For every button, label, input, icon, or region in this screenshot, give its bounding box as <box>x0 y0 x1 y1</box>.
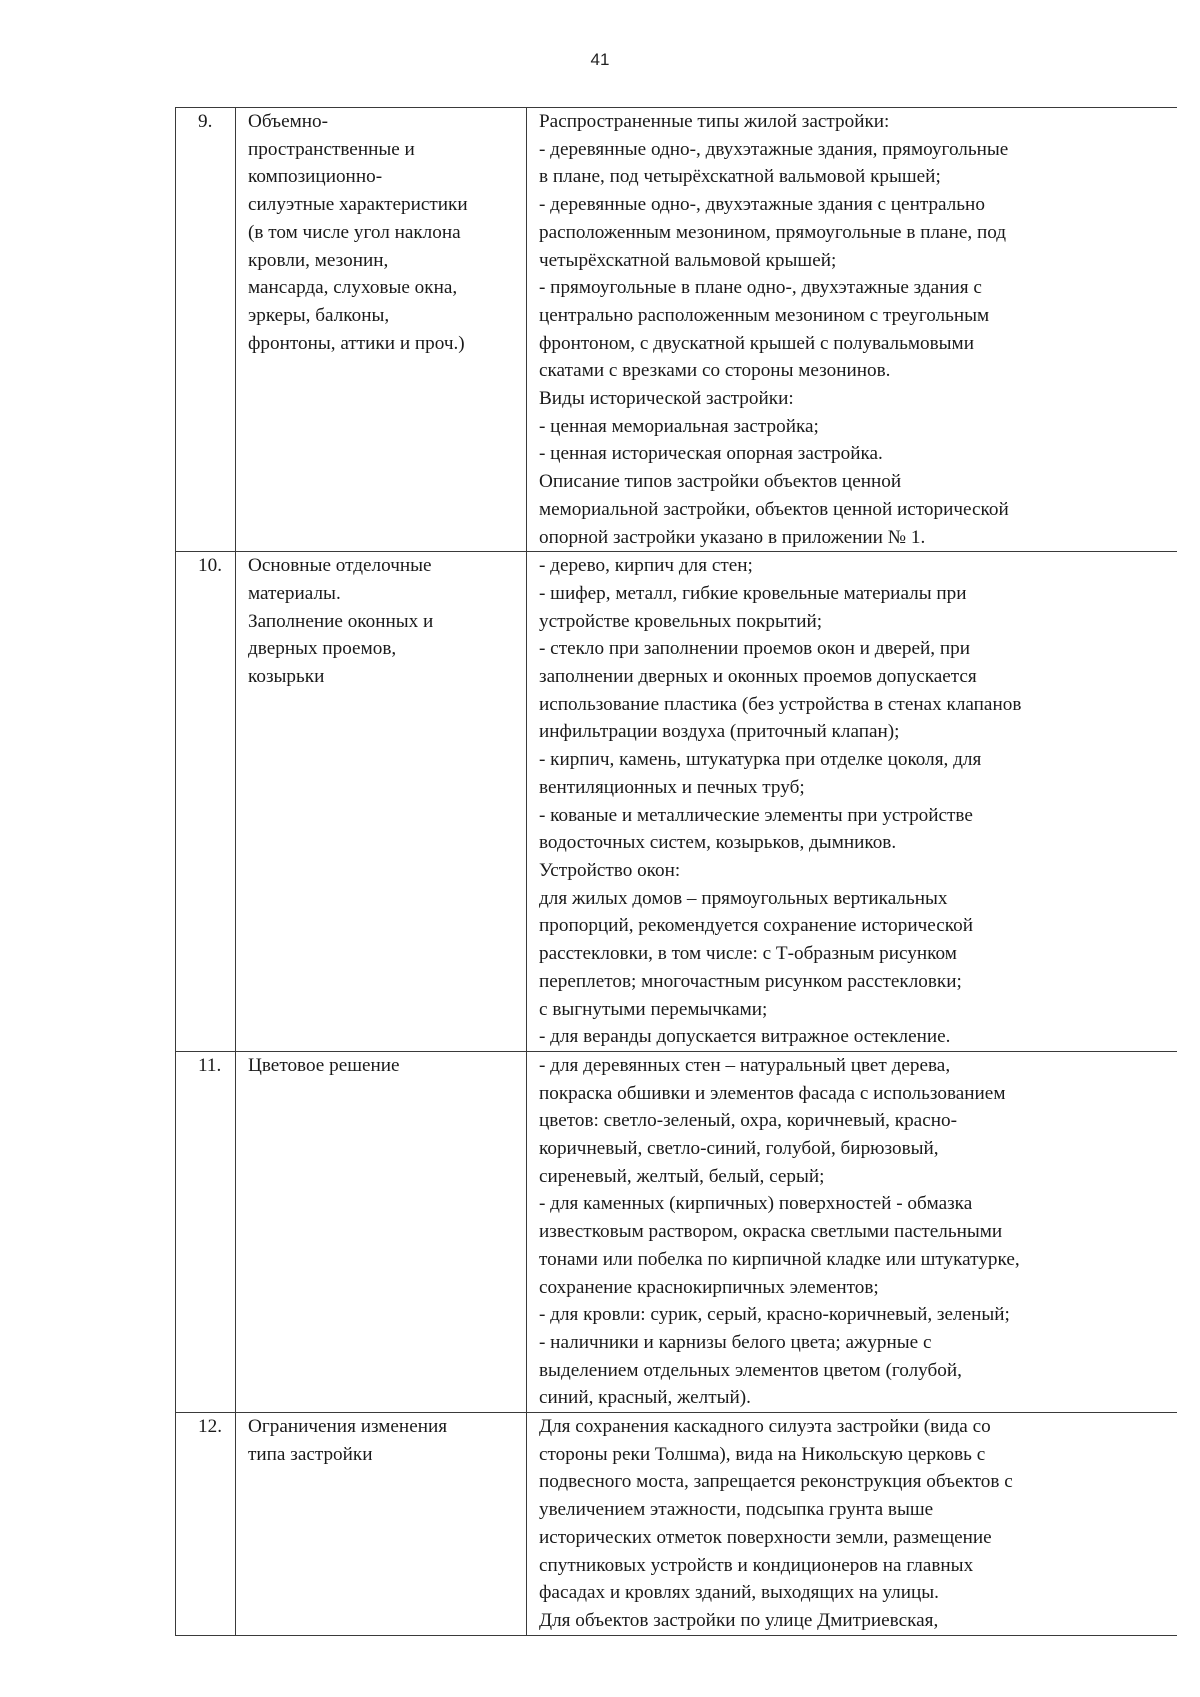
characteristic-name-line: пространственные и <box>248 138 415 160</box>
requirement-description-line: Для сохранения каскадного силуэта застройки (вида со <box>539 1416 991 1438</box>
characteristic-name-line: Ограничения изменения <box>248 1416 448 1438</box>
row-number-cell <box>176 1413 236 1636</box>
characteristic-name-line: козырьки <box>248 666 325 688</box>
characteristic-name-line: дверных проемов, <box>248 638 397 660</box>
characteristic-name-line: мансарда, слуховые окна, <box>248 277 458 299</box>
requirement-description-line: - ценная историческая опорная застройка. <box>539 443 883 465</box>
requirement-description-line: расстекловки, в том числе: с Т-образным рисунком <box>539 943 957 965</box>
requirement-description-line: увеличением этажности, подсыпка грунта выше <box>539 1499 934 1521</box>
requirement-description-line: покраска обшивки и элементов фасада с использованием <box>539 1082 1006 1104</box>
row-number: 12. <box>198 1416 222 1438</box>
requirement-description-line: - шифер, металл, гибкие кровельные материалы при <box>539 582 967 604</box>
requirement-description-line: Устройство окон: <box>539 859 681 881</box>
requirements-table <box>175 107 1177 1636</box>
requirement-description-cell <box>527 552 1177 1052</box>
table-row <box>176 1051 1177 1412</box>
requirement-description-line: Для объектов застройки по улице Дмитриевская, <box>539 1609 939 1631</box>
requirement-description-line: - деревянные одно-, двухэтажные здания с центрально <box>539 194 985 216</box>
requirement-description-line: стороны реки Толшма), вида на Никольскую церковь с <box>539 1443 986 1465</box>
characteristic-name-line: силуэтные характеристики <box>248 194 468 216</box>
requirement-description-line: исторических отметок поверхности земли, размещение <box>539 1526 992 1548</box>
requirement-description-line: - наличники и карнизы белого цвета; ажурные с <box>539 1331 932 1353</box>
requirement-description-line: мемориальной застройки, объектов ценной исторической <box>539 498 1009 520</box>
row-number: 10. <box>198 555 222 577</box>
table-body <box>176 108 1177 1636</box>
requirement-description-line: четырёхскатной вальмовой крышей; <box>539 249 837 271</box>
characteristic-name-line: фронтоны, аттики и проч.) <box>248 332 465 354</box>
table-row <box>176 108 1177 552</box>
characteristic-name-line: Заполнение оконных и <box>248 610 434 632</box>
requirement-description-line: Виды исторической застройки: <box>539 388 794 410</box>
requirement-description-line: - деревянные одно-, двухэтажные здания, прямоугольные <box>539 138 1009 160</box>
page-number: 41 <box>590 50 610 69</box>
characteristic-name-cell <box>236 108 527 552</box>
requirement-description-line: вентиляционных и печных труб; <box>539 776 805 798</box>
requirement-description-line: фронтоном, с двускатной крышей с полувальмовыми <box>539 332 974 354</box>
requirement-description-line: фасадах и кровлях зданий, выходящих на улицы. <box>539 1582 939 1604</box>
requirement-description-line: заполнении дверных и оконных проемов допускается <box>539 666 977 688</box>
characteristic-name-line: материалы. <box>248 582 341 604</box>
requirement-description-line: опорной застройки указано в приложении № 1. <box>539 526 926 548</box>
characteristic-name-line: Цветовое решение <box>248 1054 400 1076</box>
requirement-description-cell <box>527 1051 1177 1412</box>
requirement-description-line: тонами или побелка по кирпичной кладке или штукатурке, <box>539 1248 1020 1270</box>
characteristic-name-line: Объемно- <box>248 111 328 132</box>
requirement-description-line: пропорций, рекомендуется сохранение исторической <box>539 915 974 937</box>
requirement-description-line: - кирпич, камень, штукатурка при отделке цоколя, для <box>539 749 982 771</box>
requirement-description-line: Описание типов застройки объектов ценной <box>539 471 902 493</box>
requirement-description-cell <box>527 1413 1177 1636</box>
requirement-description-line: - ценная мемориальная застройка; <box>539 415 819 437</box>
row-number-cell <box>176 1051 236 1412</box>
table-row <box>176 1413 1177 1636</box>
requirement-description-line: подвесного моста, запрещается реконструкция объектов с <box>539 1471 1013 1493</box>
requirement-description-line: - стекло при заполнении проемов окон и дверей, при <box>539 638 971 660</box>
requirement-description-line: коричневый, светло-синий, голубой, бирюзовый, <box>539 1138 939 1160</box>
table-row <box>176 552 1177 1052</box>
requirement-description-line: известковым раствором, окраска светлыми пастельными <box>539 1221 1003 1243</box>
requirement-description-line: с выгнутыми перемычками; <box>539 998 768 1020</box>
row-number: 9. <box>198 111 213 132</box>
requirement-description-line: Распространенные типы жилой застройки: <box>539 111 890 132</box>
requirement-description-line: - дерево, кирпич для стен; <box>539 555 753 577</box>
requirement-description-line: расположенным мезонином, прямоугольные в плане, под <box>539 221 1007 243</box>
requirement-description-line: - для каменных (кирпичных) поверхностей - обмазка <box>539 1193 973 1215</box>
requirement-description-line: - для кровли: сурик, серый, красно-коричневый, зеленый; <box>539 1304 1010 1326</box>
requirement-description-line: спутниковых устройств и кондиционеров на главных <box>539 1554 974 1576</box>
requirement-description-line: использование пластика (без устройства в стенах клапанов <box>539 693 1022 715</box>
requirement-description-line: центрально расположенным мезонином с треугольным <box>539 304 990 326</box>
characteristic-name-line: эркеры, балконы, <box>248 304 390 326</box>
requirement-description-line: выделением отдельных элементов цветом (голубой, <box>539 1359 962 1381</box>
characteristic-name-line: кровли, мезонин, <box>248 249 389 271</box>
characteristic-name-line: (в том числе угол наклона <box>248 221 461 243</box>
characteristic-name-cell <box>236 1051 527 1412</box>
requirement-description-line: цветов: светло-зеленый, охра, коричневый, красно- <box>539 1110 957 1132</box>
requirement-description-line: - кованые и металлические элементы при устройстве <box>539 804 973 826</box>
requirement-description-line: скатами с врезками со стороны мезонинов. <box>539 360 891 382</box>
characteristic-name-line: композиционно- <box>248 166 383 188</box>
requirement-description-line: в плане, под четырёхскатной вальмовой крышей; <box>539 166 941 188</box>
requirement-description-cell <box>527 108 1177 552</box>
requirement-description-line: водосточных систем, козырьков, дымников. <box>539 832 897 854</box>
characteristic-name-line: Основные отделочные <box>248 555 432 577</box>
requirement-description-line: инфильтрации воздуха (приточный клапан); <box>539 721 900 743</box>
characteristic-name-cell <box>236 1413 527 1636</box>
row-number-cell <box>176 108 236 552</box>
requirement-description-line: устройстве кровельных покрытий; <box>539 610 823 632</box>
requirement-description-line: сохранение краснокирпичных элементов; <box>539 1276 879 1298</box>
characteristic-name-line: типа застройки <box>248 1443 373 1465</box>
requirement-description-line: синий, красный, желтый). <box>539 1387 751 1409</box>
requirement-description-line: сиреневый, желтый, белый, серый; <box>539 1165 825 1187</box>
requirement-description-line: переплетов; многочастным рисунком расстекловки; <box>539 970 962 992</box>
row-number: 11. <box>198 1054 222 1076</box>
characteristic-name-cell <box>236 552 527 1052</box>
requirement-description-line: для жилых домов – прямоугольных вертикальных <box>539 887 948 909</box>
requirement-description-line: - прямоугольные в плане одно-, двухэтажные здания с <box>539 277 982 299</box>
row-number-cell <box>176 552 236 1052</box>
requirement-description-line: - для веранды допускается витражное остекление. <box>539 1026 951 1048</box>
requirement-description-line: - для деревянных стен – натуральный цвет дерева, <box>539 1054 951 1076</box>
